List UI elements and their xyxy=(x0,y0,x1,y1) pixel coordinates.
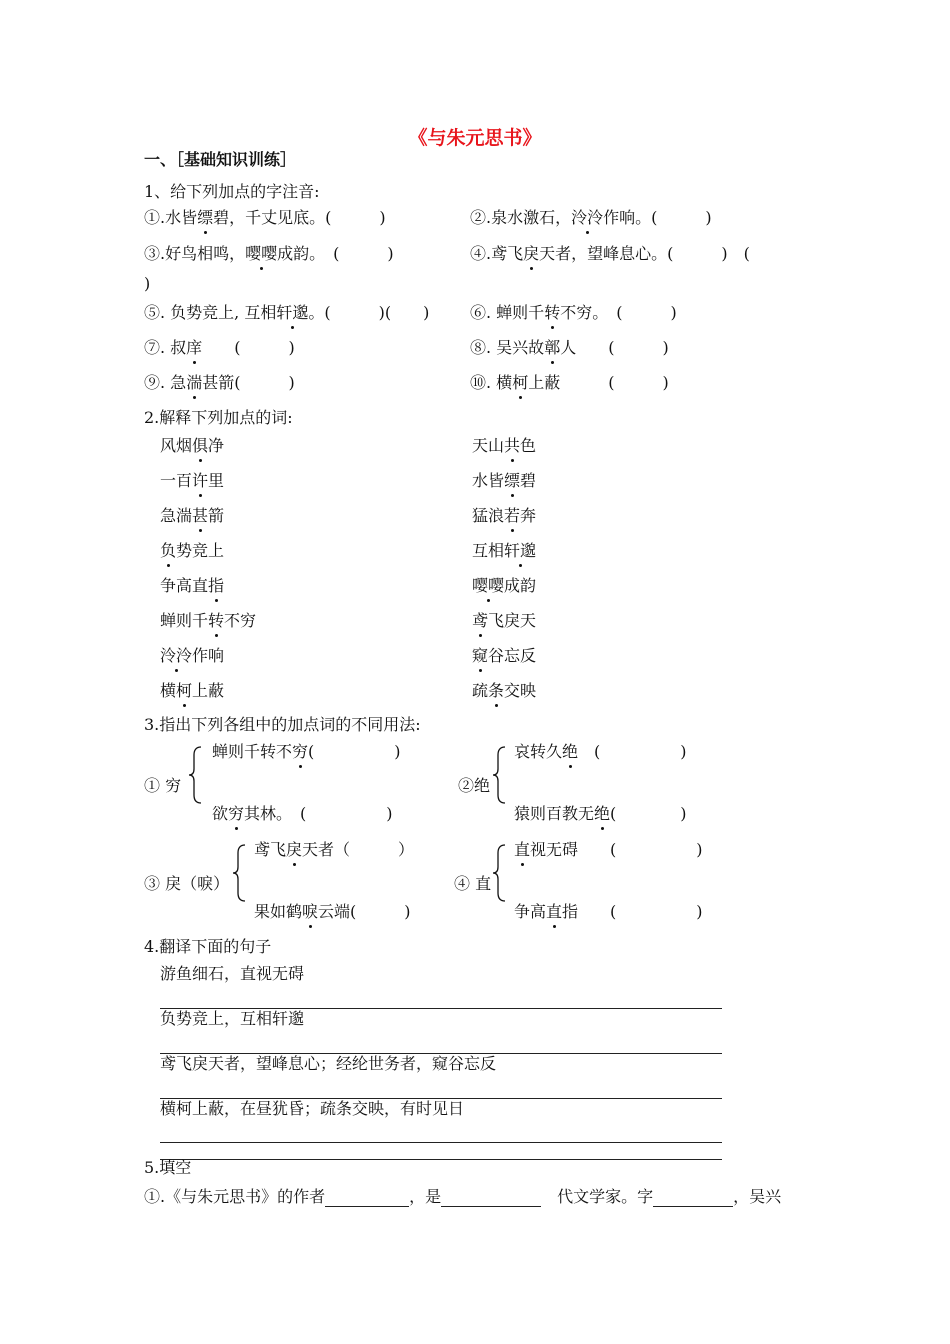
q3-group1-item1: 蝉则千转不穷( ) xyxy=(212,742,401,761)
q3-group1-label: ① 穷 xyxy=(144,776,182,795)
q1-heading: 1、给下列加点的字注音: xyxy=(144,182,320,201)
q3-group3-item2: 果如鹤唳云端( ) xyxy=(254,902,411,921)
q3-group4-label: ④ 直 xyxy=(454,874,492,893)
q2-word-item: 负势竞上 xyxy=(160,541,225,560)
q1-item-7: ⑦. 叔庠 ( ) xyxy=(144,338,295,357)
fill-blank[interactable] xyxy=(653,1190,733,1207)
q3-group3-item1: 鸢飞戾天者（ ） xyxy=(254,840,415,859)
q3-group4-item2: 争高直指 ( ) xyxy=(514,902,703,921)
q3-group2-item1: 哀转久绝 ( ) xyxy=(514,742,687,761)
q4-sentence-2: 负势竞上，互相轩邈 xyxy=(160,1009,305,1028)
q1-item-1: ①.水皆缥碧，千丈见底。( ) xyxy=(144,208,386,227)
q1-item-6: ⑥. 蝉则千转不穷。 ( ) xyxy=(470,303,677,322)
answer-line[interactable] xyxy=(160,1159,722,1160)
q1-item-4: ④.鸢飞戾天者，望峰息心。( ) ( xyxy=(470,244,750,263)
brace-icon xyxy=(188,745,202,805)
fill-blank[interactable] xyxy=(441,1190,541,1207)
q2-word-item: 窥谷忘反 xyxy=(472,646,537,665)
q1-item-2: ②.泉水激石，泠泠作响。( ) xyxy=(470,208,712,227)
q1-item-8: ⑧. 吴兴故鄣人 ( ) xyxy=(470,338,669,357)
q3-group3-label: ③ 戾（唳） xyxy=(144,874,230,893)
q2-word-item: 争高直指 xyxy=(160,576,225,595)
q2-word-item: 嘤嘤成韵 xyxy=(472,576,537,595)
brace-icon xyxy=(492,745,506,805)
brace-icon xyxy=(232,843,246,903)
q5-heading: 5.填空 xyxy=(144,1158,192,1177)
q2-word-item: 鸢飞戾天 xyxy=(472,611,537,630)
answer-line[interactable] xyxy=(160,1142,722,1143)
q2-word-item: 疏条交映 xyxy=(472,681,537,700)
q3-group2-item2: 猿则百教无绝( ) xyxy=(514,804,687,823)
q2-word-item: 一百许里 xyxy=(160,471,225,490)
q1-item-9: ⑨. 急湍甚箭( ) xyxy=(144,373,295,392)
brace-icon xyxy=(492,843,506,903)
q1-item-5: ⑤. 负势竞上, 互相轩邈。( )( ) xyxy=(144,303,430,322)
q4-heading: 4.翻译下面的句子 xyxy=(144,937,272,956)
q2-word-item: 互相轩邈 xyxy=(472,541,537,560)
q2-word-item: 风烟俱净 xyxy=(160,436,225,455)
q4-sentence-4: 横柯上蔽，在昼犹昏；疏条交映，有时见日 xyxy=(160,1099,465,1118)
section-heading: 一、［基础知识训练］ xyxy=(144,150,297,169)
q2-word-item: 水皆缥碧 xyxy=(472,471,537,490)
q2-word-item: 蝉则千转不穷 xyxy=(160,611,257,630)
q1-item-10: ⑩. 横柯上蔽 ( ) xyxy=(470,373,669,392)
q3-group1-item2: 欲穷其林。 ( ) xyxy=(212,804,393,823)
fill-blank[interactable] xyxy=(325,1190,409,1207)
q5-item-1: ①.《与朱元思书》的作者 ，是 代文学家。字 ，吴兴 xyxy=(144,1187,782,1206)
q4-sentence-1: 游鱼细石，直视无碍 xyxy=(160,964,305,983)
q3-group4-item1: 直视无碍 ( ) xyxy=(514,840,703,859)
q2-word-item: 横柯上蔽 xyxy=(160,681,225,700)
q3-heading: 3.指出下列各组中的加点词的不同用法: xyxy=(144,715,421,734)
q4-sentence-3: 鸢飞戾天者，望峰息心；经纶世务者，窥谷忘反 xyxy=(160,1054,497,1073)
q3-group2-label: ②绝 xyxy=(458,776,491,795)
page-title: 《与朱元思书》 xyxy=(408,127,542,149)
q1-item-4-wrap: ) xyxy=(144,274,151,293)
q2-word-item: 天山共色 xyxy=(472,436,537,455)
q2-word-item: 泠泠作响 xyxy=(160,646,225,665)
q2-heading: 2.解释下列加点的词: xyxy=(144,408,293,427)
q1-item-3: ③.好鸟相鸣，嘤嘤成韵。 ( ) xyxy=(144,244,394,263)
q2-word-item: 猛浪若奔 xyxy=(472,506,537,525)
q2-word-item: 急湍甚箭 xyxy=(160,506,225,525)
